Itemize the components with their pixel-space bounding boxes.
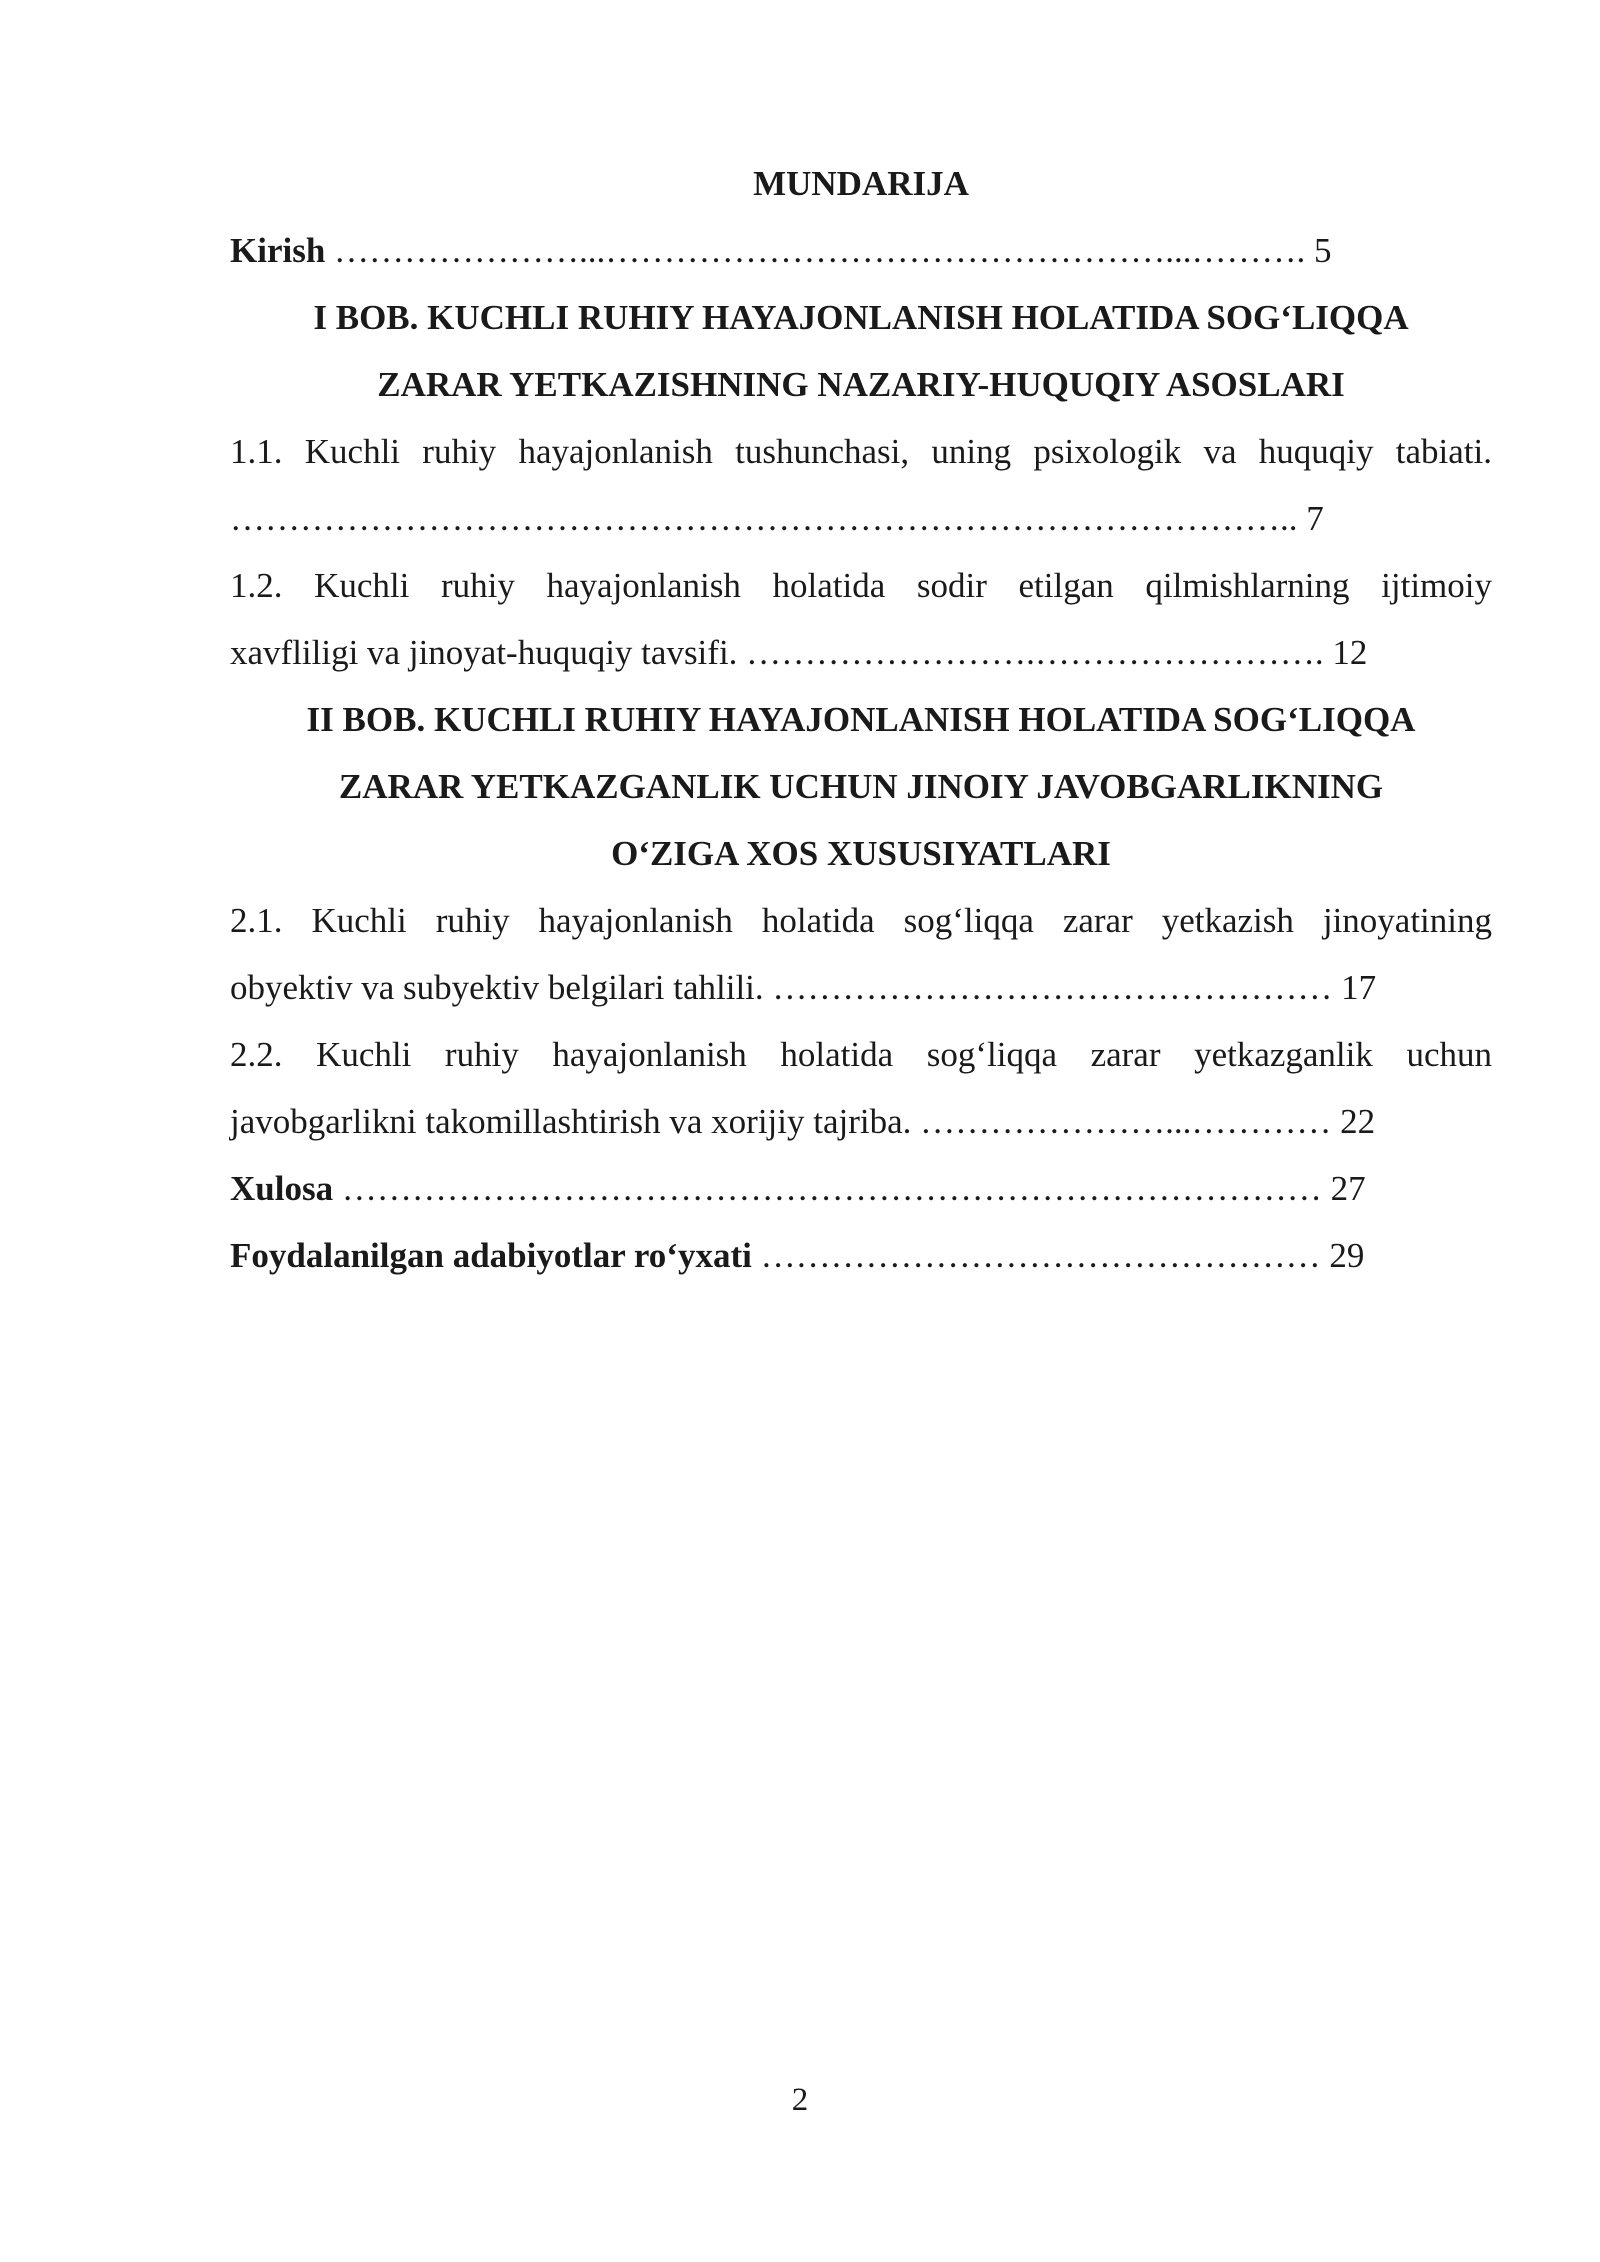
toc-entry-1-2-line-1[interactable]: 1.2. Kuchli ruhiy hayajonlanish holatida sodir etilgan qilmishlarning ijtimoiy	[230, 566, 1492, 605]
toc-entry-leaders: ………………………………………………………………………… 27	[341, 1169, 1366, 1208]
toc-entry-leaders: …………………...…………………………………………...………. 5	[334, 231, 1332, 270]
toc-entry-2-1-line-2[interactable]: obyektiv va subyektiv belgilari tahlili. ………………………………………… 17	[230, 968, 1377, 1007]
toc-entry-1-2-line-2[interactable]: xavfliligi va jinoyat-huquqiy tavsifi. …………………….……………………. 12	[230, 633, 1368, 672]
toc-entry-leaders: ………………………………………… 29	[760, 1236, 1365, 1275]
chapter-2-heading-line-2[interactable]: ZARAR YETKAZGANLIK UCHUN JINOIY JAVOBGARLIKNING	[338, 767, 1384, 806]
page-number: 2	[791, 2082, 809, 2118]
chapter-2-heading-line-3[interactable]: O‘ZIGA XOS XUSUSIYATLARI	[611, 834, 1111, 873]
chapter-1-heading-line-1[interactable]: I BOB. KUCHLI RUHIY HAYAJONLANISH HOLATIDA SOG‘LIQQA	[313, 298, 1409, 337]
toc-entry-2-2-line-1[interactable]: 2.2. Kuchli ruhiy hayajonlanish holatida sog‘liqqa zarar yetkazganlik uchun	[230, 1035, 1492, 1074]
toc-entry-1-1-line-2[interactable]: ……………………………………………………………………………….. 7	[230, 499, 1324, 538]
toc-entry-label: Kirish	[230, 231, 326, 270]
chapter-2-heading-line-1[interactable]: II BOB. KUCHLI RUHIY HAYAJONLANISH HOLATIDA SOG‘LIQQA	[306, 700, 1416, 739]
toc-entry-2-2-line-2[interactable]: javobgarlikni takomillashtirish va xorijiy tajriba. …………………...………… 22	[230, 1102, 1376, 1141]
toc-entry-1-1-line-1[interactable]: 1.1. Kuchli ruhiy hayajonlanish tushunchasi, uning psixologik va huquqiy tabiati.	[230, 432, 1492, 471]
table-of-contents	[230, 150, 1492, 1289]
toc-entry-2-1-line-1[interactable]: 2.1. Kuchli ruhiy hayajonlanish holatida sog‘liqqa zarar yetkazish jinoyatining	[230, 901, 1492, 940]
chapter-1-heading-line-2[interactable]: ZARAR YETKAZISHNING NAZARIY-HUQUQIY ASOSLARI	[377, 365, 1345, 404]
toc-entry-label: Xulosa	[230, 1169, 334, 1208]
toc-entry-kirish[interactable]	[230, 217, 1492, 284]
toc-entry-xulosa[interactable]	[230, 1155, 1492, 1222]
toc-entry-label: Foydalanilgan adabiyotlar ro‘yxati	[230, 1236, 752, 1275]
toc-entry-references[interactable]	[230, 1222, 1492, 1289]
toc-title: MUNDARIJA	[753, 164, 969, 203]
